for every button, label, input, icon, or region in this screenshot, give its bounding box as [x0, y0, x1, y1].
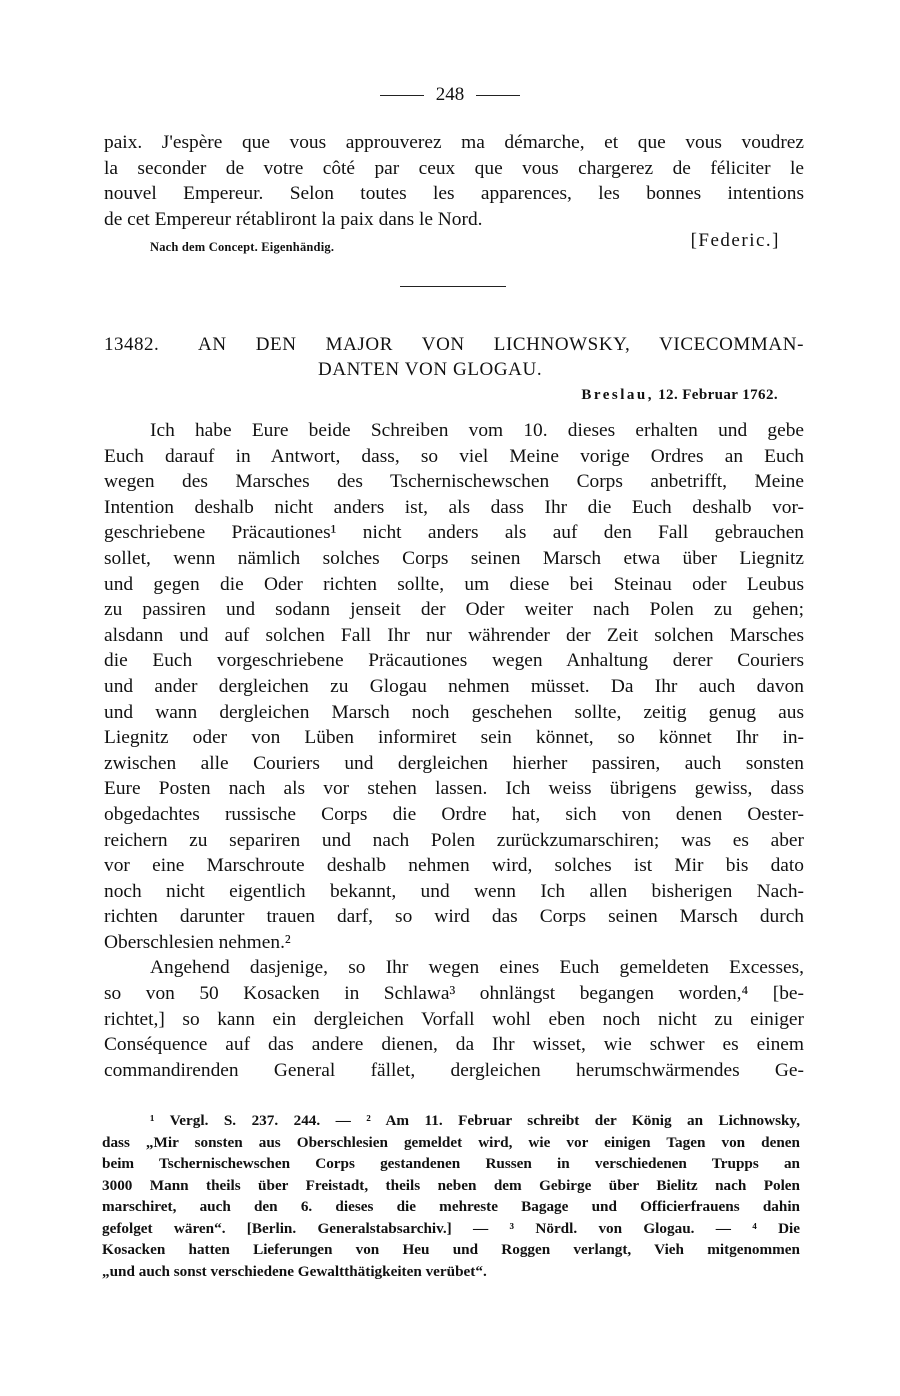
footnote-line: marschiret, auch den 6. dieses die mehreste Bagage und Officierfrauens dahin	[102, 1198, 800, 1215]
text-line: nouvel Empereur. Selon toutes les apparences, les bonnes intentions	[104, 183, 804, 205]
dateline-place: Breslau,	[581, 387, 654, 403]
page-header	[0, 84, 900, 106]
prior-letter-ending	[104, 130, 804, 232]
text-line: commandirenden General fället, dergleichen herumschwärmendes Ge-	[104, 1059, 804, 1081]
header-dash-right	[476, 95, 520, 96]
text-line: Angehend dasjenige, so Ihr wegen eines Euch gemeldeten Excesses,	[150, 957, 804, 979]
footnote-line: Kosacken hatten Lieferungen von Heu und Roggen verlangt, Vieh mitgenommen	[102, 1241, 800, 1258]
text-line: so von 50 Kosacken in Schlawa³ ohnlängst begangen worden,⁴ [be-	[104, 983, 804, 1005]
text-line: richtet,] so kann ein dergleichen Vorfall wohl eben noch nicht zu einiger	[104, 1008, 804, 1030]
dateline	[581, 387, 778, 404]
text-line: Oberschlesien nehmen.²	[104, 931, 291, 953]
letter-title-line-1: AN DEN MAJOR VON LICHNOWSKY, VICECOMMAN-	[198, 334, 804, 355]
text-line: wegen des Marsches des Tschernischewschen Corps anbetrifft, Meine	[104, 471, 804, 493]
text-line: de cet Empereur rétabliront la paix dans le Nord.	[104, 208, 483, 230]
text-line: Intention deshalb nicht anders ist, als dass Ihr die Euch deshalb vor-	[104, 496, 804, 518]
text-line: paix. J'espère que vous approuverez ma démarche, et que vous voudrez	[104, 132, 804, 153]
footnote-line: gefolget wären“. [Berlin. Generalstabsarchiv.] — ³ Nördl. von Glogau. — ⁴ Die	[102, 1219, 800, 1237]
text-line: und wann dergleichen Marsch noch geschehen sollte, zeitig genug aus	[104, 701, 804, 723]
signature: [Federic.]	[690, 230, 780, 251]
letter-body	[104, 418, 804, 1083]
paragraph-1	[104, 418, 804, 955]
letter-number: 13482.	[104, 334, 160, 355]
text-line: Eure Posten nach als vor stehen lassen. Ich weiss übrigens gewiss, dass	[104, 778, 804, 800]
dateline-date: 12. Februar 1762.	[658, 387, 778, 403]
text-line: Conséquence auf das andere dienen, da Ihr wisset, wie schwer es einem	[104, 1034, 804, 1056]
section-divider	[400, 286, 506, 287]
text-line: alsdann und auf solchen Fall Ihr nur währender der Zeit solchen Marsches	[104, 624, 804, 646]
page-number: 248	[435, 84, 465, 105]
text-line: noch nicht eigentlich bekannt, und wenn Ich allen bisherigen Nach-	[104, 880, 804, 902]
footnote-line: dass „Mir sonsten aus Oberschlesien gemeldet wird, wie vor einigen Tagen von denen	[102, 1133, 800, 1151]
footnotes	[102, 1110, 800, 1282]
footnote-line: 3000 Mann theils über Freistadt, theils neben dem Gebirge über Bielitz nach Polen	[102, 1176, 800, 1194]
text-line: geschriebene Präcautiones¹ nicht anders als auf den Fall gebrauchen	[104, 522, 804, 544]
text-line: und gegen die Oder richten sollte, um diese bei Steinau oder Leubus	[104, 573, 804, 595]
prior-letter-text	[104, 130, 804, 232]
paragraph-2	[104, 955, 804, 1083]
text-line: Ich habe Eure beide Schreiben vom 10. dieses erhalten und gebe	[150, 420, 804, 441]
text-line: la seconder de votre côté par ceux que vous chargerez de féliciter le	[104, 157, 804, 179]
letter-title-line-2: DANTEN VON GLOGAU.	[318, 359, 543, 380]
text-line: richten darunter trauen darf, so wird das Corps seinen Marsch durch	[104, 906, 804, 928]
source-row	[150, 230, 780, 260]
header-dash-left	[380, 95, 424, 96]
footnote-line: ¹ Vergl. S. 237. 244. — ² Am 11. Februar schreibt der König an Lichnowsky,	[150, 1112, 800, 1129]
text-line: die Euch vorgeschriebene Präcautiones wegen Anhaltung derer Couriers	[104, 650, 804, 672]
text-line: und ander dergleichen zu Glogau nehmen müsset. Da Ihr auch davon	[104, 675, 804, 697]
text-line: vor eine Marschroute deshalb nehmen wird, solches ist Mir bis dato	[104, 855, 804, 877]
source-note: Nach dem Concept. Eigenhändig.	[150, 240, 335, 254]
text-line: zwischen alle Couriers und dergleichen hierher passiren, auch sonsten	[104, 752, 804, 774]
footnote-line: „und auch sonst verschiedene Gewaltthätigkeiten verübet“.	[102, 1262, 487, 1280]
text-line: reichern zu separiren und nach Polen zurückzumarschiren; was es aber	[104, 829, 804, 851]
footnote-line: beim Tschernischewschen Corps gestandenen Russen in verschiedenen Trupps an	[102, 1155, 800, 1172]
letter-title	[198, 332, 804, 382]
text-line: obgedachtes russische Corps die Ordre hat, sich von denen Oester-	[104, 803, 804, 825]
text-line: sollet, wenn nämlich solches Corps seinen Marsch etwa über Liegnitz	[104, 547, 804, 569]
text-line: zu passiren und sodann jenseit der Oder weiter nach Polen zu gehen;	[104, 599, 804, 621]
text-line: Euch darauf in Antwort, dass, so viel Meine vorige Ordres an Euch	[104, 445, 804, 467]
text-line: Liegnitz oder von Lüben informiret sein könnet, so könnet Ihr in-	[104, 727, 804, 749]
